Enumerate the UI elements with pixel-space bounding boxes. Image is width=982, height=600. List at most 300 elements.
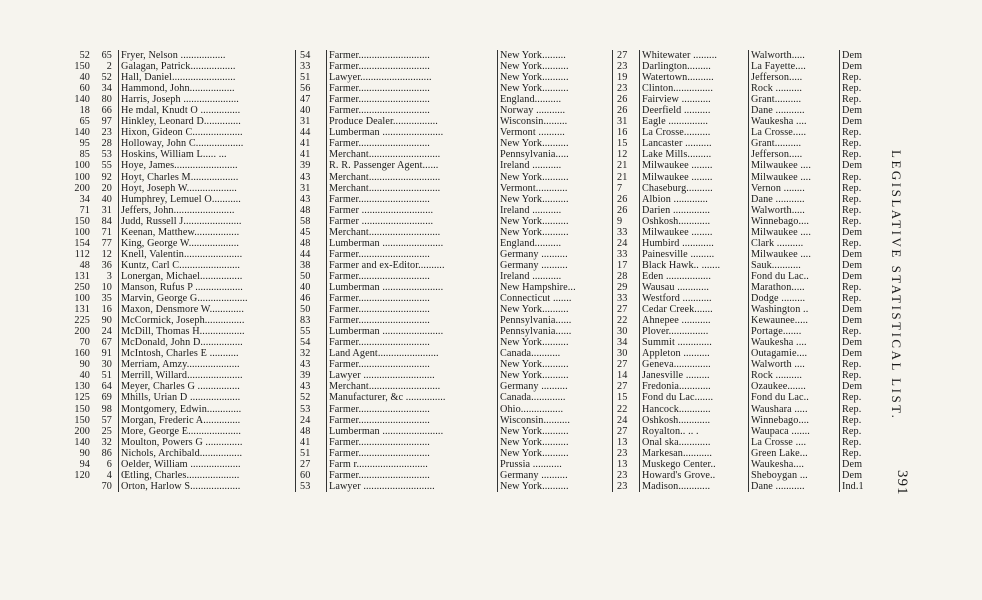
- col-number-a: 34: [79, 193, 90, 205]
- years-in-state: 21: [613, 172, 640, 183]
- member-residence: Hancock............: [640, 404, 749, 415]
- table-row: [58, 116, 874, 127]
- member-birthplace: New York..........: [498, 359, 613, 370]
- member-residence: Janesville .........: [640, 370, 749, 381]
- table-row: [58, 304, 874, 315]
- member-birthplace: Norway ...........: [498, 105, 613, 116]
- member-birthplace: New York..........: [498, 337, 613, 348]
- table-row: [58, 392, 874, 403]
- member-occupation: Merchant...........................: [327, 183, 498, 194]
- col-number-a: 90: [79, 447, 90, 459]
- member-county: Dodge .........: [749, 293, 840, 304]
- member-age: 45: [296, 227, 327, 238]
- member-residence: Appleton ..........: [640, 348, 749, 359]
- member-party: Dem: [842, 337, 863, 349]
- member-party: Rep.: [842, 359, 862, 371]
- table-row: [58, 271, 874, 282]
- member-occupation: Farmer...........................: [327, 138, 498, 149]
- col-number-b: 12: [92, 249, 119, 260]
- years-in-state: 22: [613, 315, 640, 326]
- col-number-a: 100: [74, 226, 90, 238]
- member-county: Sauk...........: [749, 260, 840, 271]
- member-age: 50: [296, 271, 327, 282]
- years-in-state: 22: [613, 404, 640, 415]
- member-residence: Darien ..............: [640, 205, 749, 216]
- col-number-b: 52: [92, 72, 119, 83]
- col-number-b: 34: [92, 83, 119, 94]
- member-residence: Fairview ...........: [640, 94, 749, 105]
- col-number-b: 64: [92, 381, 119, 392]
- member-age: 32: [296, 348, 327, 359]
- years-in-state: 24: [613, 415, 640, 426]
- col-number-b: 36: [92, 260, 119, 271]
- years-in-state: 33: [613, 227, 640, 238]
- member-occupation: Farmer...........................: [327, 249, 498, 260]
- member-party: Rep.: [842, 127, 862, 139]
- member-birthplace: New York..........: [498, 138, 613, 149]
- col-number-b: 84: [92, 216, 119, 227]
- member-county: Dane ...........: [749, 105, 840, 116]
- member-county: Waukesha ....: [749, 116, 840, 127]
- member-party: Rep.: [842, 281, 862, 293]
- table-row: [58, 160, 874, 171]
- member-name: Merriam, Amzy....................: [119, 359, 296, 370]
- member-party: Dem: [842, 469, 863, 481]
- col-number-a: 40: [79, 72, 90, 84]
- col-number-a: 18: [79, 105, 90, 117]
- member-occupation: Lawyer...........................: [327, 72, 498, 83]
- col-number-a: 112: [74, 248, 90, 260]
- col-number-a: 94: [79, 458, 90, 470]
- col-number-a: 200: [74, 425, 90, 437]
- member-birthplace: New York..........: [498, 61, 613, 72]
- member-occupation: Farmer...........................: [327, 83, 498, 94]
- years-in-state: 24: [613, 238, 640, 249]
- member-birthplace: England..........: [498, 94, 613, 105]
- table-row: [58, 216, 874, 227]
- member-occupation: Farmer ...........................: [327, 216, 498, 227]
- member-party: Ind.1: [842, 480, 864, 492]
- member-residence: Lancaster ..........: [640, 138, 749, 149]
- member-party: Rep.: [842, 293, 862, 305]
- col-number-a: 140: [74, 127, 90, 139]
- col-number-b: 90: [92, 315, 119, 326]
- member-county: Waushara .....: [749, 404, 840, 415]
- years-in-state: 23: [613, 61, 640, 72]
- member-county: Portage.......: [749, 326, 840, 337]
- member-occupation: Farmer...........................: [327, 194, 498, 205]
- member-county: La Fayette....: [749, 61, 840, 72]
- table-row: [58, 149, 874, 160]
- member-birthplace: Vermont............: [498, 183, 613, 194]
- member-name: McIntosh, Charles E ...........: [119, 348, 296, 359]
- member-occupation: Lawyer ...........................: [327, 370, 498, 381]
- member-residence: Chaseburg..........: [640, 183, 749, 194]
- member-name: Hoyt, Charles M..................: [119, 172, 296, 183]
- member-occupation: Farmer...........................: [327, 415, 498, 426]
- years-in-state: 26: [613, 194, 640, 205]
- years-in-state: 33: [613, 249, 640, 260]
- member-county: Milwaukee ....: [749, 160, 840, 171]
- member-county: Ozaukee.......: [749, 381, 840, 392]
- member-party: Rep.: [842, 94, 862, 106]
- member-age: 40: [296, 105, 327, 116]
- col-number-a: 200: [74, 326, 90, 338]
- member-residence: Darlington.........: [640, 61, 749, 72]
- table-row: [58, 105, 874, 116]
- years-in-state: 23: [613, 83, 640, 94]
- member-party: Dem: [842, 315, 863, 327]
- member-residence: Albion .............: [640, 194, 749, 205]
- member-age: 54: [296, 337, 327, 348]
- member-occupation: Farmer...........................: [327, 50, 498, 61]
- member-county: Outagamie....: [749, 348, 840, 359]
- member-residence: Westford ...........: [640, 293, 749, 304]
- member-name: Kuntz, Carl C.......................: [119, 260, 296, 271]
- member-name: Hoskins, William L..... ...: [119, 149, 296, 160]
- member-birthplace: Canada.............: [498, 392, 613, 403]
- member-party: Dem: [842, 160, 863, 172]
- member-party: Dem: [842, 50, 863, 61]
- table-row: [58, 326, 874, 337]
- member-age: 54: [296, 50, 327, 61]
- col-number-a: 40: [79, 370, 90, 382]
- col-number-a: 200: [74, 182, 90, 194]
- member-occupation: Farmer...........................: [327, 94, 498, 105]
- member-birthplace: Germany ..........: [498, 249, 613, 260]
- member-county: Waukesha ....: [749, 337, 840, 348]
- member-residence: Watertown..........: [640, 72, 749, 83]
- col-number-a: 125: [74, 392, 90, 404]
- member-age: 43: [296, 359, 327, 370]
- member-age: 55: [296, 326, 327, 337]
- member-birthplace: New York..........: [498, 437, 613, 448]
- member-residence: Howard's Grove..: [640, 470, 749, 481]
- table-row: [58, 437, 874, 448]
- member-name: Montgomery, Edwin.............: [119, 404, 296, 415]
- member-county: Vernon ........: [749, 183, 840, 194]
- member-age: 38: [296, 260, 327, 271]
- member-occupation: Merchant...........................: [327, 149, 498, 160]
- member-party: Dem: [842, 304, 863, 316]
- member-occupation: Farmer...........................: [327, 437, 498, 448]
- member-party: Rep.: [842, 171, 862, 183]
- member-age: 31: [296, 116, 327, 127]
- member-occupation: Farmer...........................: [327, 61, 498, 72]
- member-occupation: Lumberman .......................: [327, 238, 498, 249]
- member-county: Milwaukee ....: [749, 227, 840, 238]
- member-age: 41: [296, 149, 327, 160]
- member-party: Rep.: [842, 138, 862, 150]
- member-name: King, George W...................: [119, 238, 296, 249]
- member-birthplace: New York..........: [498, 72, 613, 83]
- col-number-a: 140: [74, 94, 90, 106]
- table-row: [58, 72, 874, 83]
- member-county: Walworth ....: [749, 359, 840, 370]
- years-in-state: 19: [613, 72, 640, 83]
- col-number-a: 250: [74, 281, 90, 293]
- member-age: 44: [296, 249, 327, 260]
- member-name: Hall, Daniel........................: [119, 72, 296, 83]
- years-in-state: 15: [613, 392, 640, 403]
- table-row: [58, 138, 874, 149]
- member-age: 47: [296, 94, 327, 105]
- table-row: [58, 359, 874, 370]
- member-party: Dem: [842, 458, 863, 470]
- member-age: 52: [296, 392, 327, 403]
- member-county: Grant..........: [749, 138, 840, 149]
- member-age: 43: [296, 172, 327, 183]
- member-birthplace: Germany ..........: [498, 260, 613, 271]
- member-birthplace: New York..........: [498, 227, 613, 238]
- member-county: Washington ..: [749, 304, 840, 315]
- member-party: Dem: [842, 381, 863, 393]
- member-name: Meyer, Charles G ................: [119, 381, 296, 392]
- member-party: Rep.: [842, 414, 862, 426]
- page-number: 391: [894, 470, 910, 496]
- member-residence: Plover...............: [640, 326, 749, 337]
- table-row: [58, 481, 874, 492]
- member-age: 83: [296, 315, 327, 326]
- years-in-state: 23: [613, 481, 640, 492]
- table-row: [58, 61, 874, 72]
- years-in-state: 28: [613, 271, 640, 282]
- col-number-a: 65: [79, 116, 90, 128]
- member-county: Fond du Lac..: [749, 392, 840, 403]
- member-occupation: Lumberman .......................: [327, 326, 498, 337]
- member-birthplace: New York..........: [498, 304, 613, 315]
- col-number-a: 70: [79, 337, 90, 349]
- member-county: Fond du Lac..: [749, 271, 840, 282]
- member-birthplace: New York..........: [498, 448, 613, 459]
- member-name: Orton, Harlow S...................: [119, 481, 296, 492]
- member-residence: La Crosse..........: [640, 127, 749, 138]
- col-number-b: 66: [92, 105, 119, 116]
- col-number-b: 10: [92, 282, 119, 293]
- member-birthplace: New York..........: [498, 83, 613, 94]
- member-residence: Markesan...........: [640, 448, 749, 459]
- table-row: [58, 50, 874, 61]
- member-party: Rep.: [842, 326, 862, 338]
- col-number-b: 53: [92, 149, 119, 160]
- member-age: 24: [296, 415, 327, 426]
- years-in-state: 23: [613, 448, 640, 459]
- col-number-a: 131: [74, 304, 90, 316]
- table-row: [58, 459, 874, 470]
- col-number-a: 60: [79, 83, 90, 95]
- member-name: Nichols, Archibald................: [119, 448, 296, 459]
- member-age: 50: [296, 304, 327, 315]
- member-birthplace: Pennsylvania.....: [498, 149, 613, 160]
- member-occupation: Farmer...........................: [327, 315, 498, 326]
- member-birthplace: Germany ..........: [498, 470, 613, 481]
- years-in-state: 29: [613, 282, 640, 293]
- col-number-a: 52: [79, 50, 90, 61]
- member-residence: Clinton...............: [640, 83, 749, 94]
- member-age: 31: [296, 183, 327, 194]
- member-occupation: Farmer...........................: [327, 105, 498, 116]
- member-name: Galagan, Patrick.................: [119, 61, 296, 72]
- member-age: 27: [296, 459, 327, 470]
- member-occupation: Lumberman .......................: [327, 127, 498, 138]
- member-name: McCormick, Joseph...............: [119, 315, 296, 326]
- member-party: Dem: [842, 259, 863, 271]
- member-county: Rock ..........: [749, 370, 840, 381]
- member-age: 41: [296, 437, 327, 448]
- member-party: Dem: [842, 116, 863, 128]
- table-row: [58, 282, 874, 293]
- member-name: Keenan, Matthew.................: [119, 227, 296, 238]
- col-number-b: 98: [92, 404, 119, 415]
- member-name: Moulton, Powers G ..............: [119, 437, 296, 448]
- years-in-state: 30: [613, 326, 640, 337]
- col-number-b: 30: [92, 359, 119, 370]
- member-name: Judd, Russell J......................: [119, 216, 296, 227]
- table-row: [58, 238, 874, 249]
- member-county: Jefferson.....: [749, 72, 840, 83]
- member-party: Dem: [842, 270, 863, 282]
- member-party: Rep.: [842, 149, 862, 161]
- col-number-a: 48: [79, 259, 90, 271]
- member-party: Rep.: [842, 83, 862, 95]
- member-age: 51: [296, 448, 327, 459]
- col-number-b: 71: [92, 227, 119, 238]
- member-name: McDill, Thomas H.................: [119, 326, 296, 337]
- member-birthplace: Pennsylvania......: [498, 315, 613, 326]
- member-party: Rep.: [842, 436, 862, 448]
- member-age: 33: [296, 61, 327, 72]
- col-number-a: 225: [74, 315, 90, 327]
- member-residence: Madison............: [640, 481, 749, 492]
- years-in-state: 15: [613, 138, 640, 149]
- table-row: [58, 260, 874, 271]
- member-party: Rep.: [842, 182, 862, 194]
- col-number-a: 160: [74, 348, 90, 360]
- member-county: Milwaukee ....: [749, 172, 840, 183]
- member-age: 48: [296, 426, 327, 437]
- years-in-state: 34: [613, 337, 640, 348]
- col-number-b: 55: [92, 160, 119, 171]
- member-county: La Crosse.....: [749, 127, 840, 138]
- member-age: 39: [296, 370, 327, 381]
- years-in-state: 7: [613, 183, 640, 194]
- member-county: Dane ...........: [749, 481, 840, 492]
- member-occupation: Farmer...........................: [327, 448, 498, 459]
- col-number-b: 25: [92, 426, 119, 437]
- member-occupation: Produce Dealer.................: [327, 116, 498, 127]
- member-name: Fryer, Nelson .................: [119, 50, 296, 61]
- member-age: 43: [296, 381, 327, 392]
- col-number-b: 6: [92, 459, 119, 470]
- col-number-b: 97: [92, 116, 119, 127]
- years-in-state: 17: [613, 260, 640, 271]
- col-number-b: 20: [92, 183, 119, 194]
- member-name: He mdal, Knudt O ...............: [119, 105, 296, 116]
- member-name: Hoyt, Joseph W...................: [119, 183, 296, 194]
- member-occupation: R. R. Passenger Agent......: [327, 160, 498, 171]
- member-residence: Fond du Lac.......: [640, 392, 749, 403]
- col-number-b: 16: [92, 304, 119, 315]
- member-name: Merrill, Willard.....................: [119, 370, 296, 381]
- member-residence: Muskego Center..: [640, 459, 749, 470]
- table-row: [58, 172, 874, 183]
- member-residence: Eden .................: [640, 271, 749, 282]
- years-in-state: 14: [613, 370, 640, 381]
- member-name: Holloway, John C..................: [119, 138, 296, 149]
- member-birthplace: New York..........: [498, 216, 613, 227]
- years-in-state: 27: [613, 50, 640, 61]
- member-occupation: Lumberman .......................: [327, 282, 498, 293]
- years-in-state: 31: [613, 116, 640, 127]
- col-number-b: 2: [92, 61, 119, 72]
- member-party: Rep.: [842, 204, 862, 216]
- col-number-a: 131: [74, 270, 90, 282]
- member-occupation: Merchant...........................: [327, 381, 498, 392]
- member-county: Green Lake...: [749, 448, 840, 459]
- years-in-state: 26: [613, 94, 640, 105]
- col-number-a: 154: [74, 237, 90, 249]
- member-occupation: Farm r...........................: [327, 459, 498, 470]
- member-age: 56: [296, 83, 327, 94]
- col-number-a: 150: [74, 215, 90, 227]
- member-residence: Eagle ...............: [640, 116, 749, 127]
- table-row: [58, 348, 874, 359]
- member-party: Rep.: [842, 403, 862, 415]
- member-age: 46: [296, 293, 327, 304]
- member-birthplace: New York.........: [498, 50, 613, 61]
- member-age: 53: [296, 404, 327, 415]
- col-number-b: 69: [92, 392, 119, 403]
- member-party: Dem: [842, 105, 863, 117]
- col-number-a: 120: [74, 469, 90, 481]
- col-number-b: 57: [92, 415, 119, 426]
- member-occupation: Merchant...........................: [327, 227, 498, 238]
- member-name: Humphrey, Lemuel O...........: [119, 194, 296, 205]
- member-party: Rep.: [842, 237, 862, 249]
- member-age: 40: [296, 282, 327, 293]
- member-name: Harris, Joseph .....................: [119, 94, 296, 105]
- member-county: Clark ..........: [749, 238, 840, 249]
- member-county: Walworth.....: [749, 205, 840, 216]
- member-occupation: Farmer...........................: [327, 359, 498, 370]
- col-number-a: 140: [74, 436, 90, 448]
- member-county: Dane ...........: [749, 194, 840, 205]
- member-age: 39: [296, 160, 327, 171]
- table-row: [58, 249, 874, 260]
- member-county: Grant..........: [749, 94, 840, 105]
- years-in-state: 16: [613, 127, 640, 138]
- member-name: Oelder, William ...................: [119, 459, 296, 470]
- table-row: [58, 183, 874, 194]
- col-number-a: 85: [79, 149, 90, 161]
- col-number-b: 35: [92, 293, 119, 304]
- years-in-state: 27: [613, 381, 640, 392]
- member-occupation: Lumberman .......................: [327, 426, 498, 437]
- member-name: Lonergan, Michael................: [119, 271, 296, 282]
- col-number-a: 150: [74, 414, 90, 426]
- member-party: Dem: [842, 61, 863, 73]
- member-county: Waukesha....: [749, 459, 840, 470]
- member-occupation: Farmer...........................: [327, 304, 498, 315]
- col-number-a: [58, 481, 92, 492]
- member-party: Rep.: [842, 425, 862, 437]
- member-residence: Onal ska............: [640, 437, 749, 448]
- member-birthplace: Ireland ...........: [498, 160, 613, 171]
- member-residence: Ahnepee ...........: [640, 315, 749, 326]
- member-party: Rep.: [842, 72, 862, 84]
- col-number-b: 31: [92, 205, 119, 216]
- years-in-state: 33: [613, 293, 640, 304]
